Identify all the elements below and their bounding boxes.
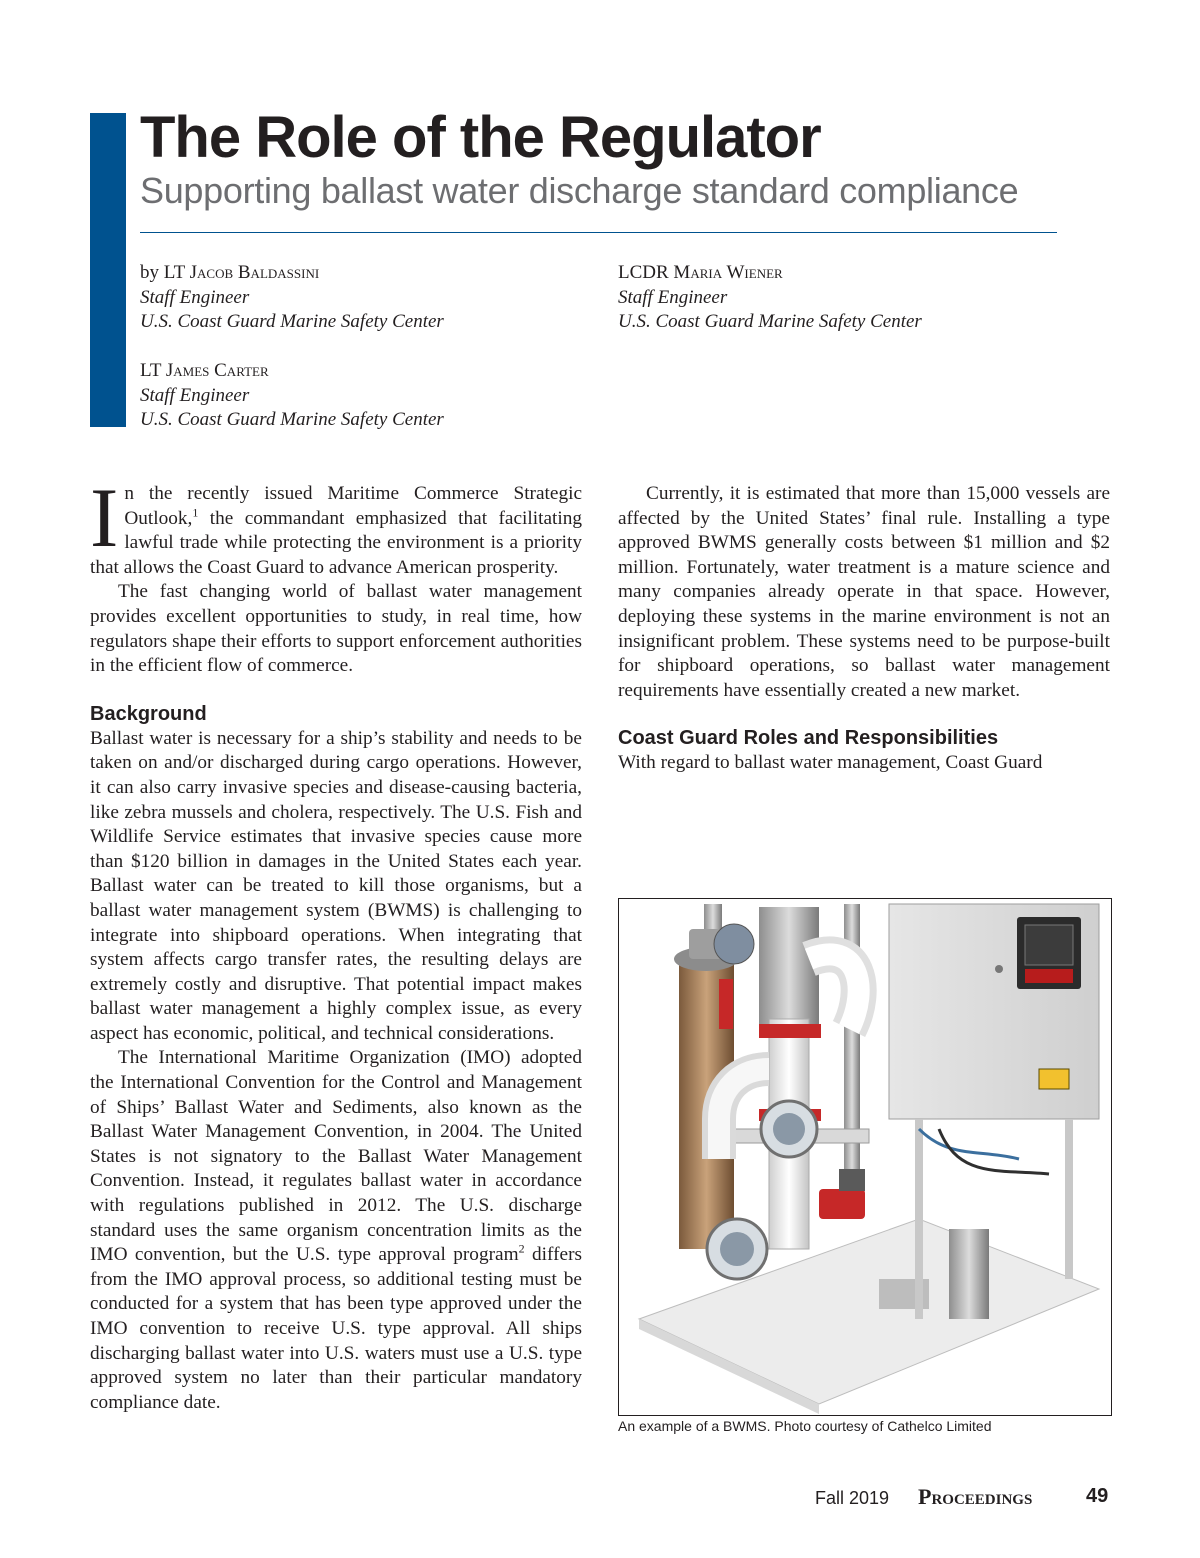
- title-rule: [140, 232, 1057, 233]
- bwms-photo: [618, 898, 1112, 1416]
- intro-paragraph: [90, 471, 582, 580]
- background-heading: Background: [90, 702, 207, 725]
- intro-paragraph-2: The fast changing world of ballast water management provides excellent opportunities to study, in real time, how regulators shape their efforts to support enforcement authorities in the efficient flow of commerce.: [90, 581, 582, 677]
- author-block-3: [140, 359, 444, 433]
- background-paragraph-3: Currently, it is estimated that more than 15,000 vessels are affected by the United States’ final rule. Installing a type approved BWMS generally costs between $1 million and $2 million. Fortunately, water treatment is a mature science and many companies already operate in that space. However, deploying these systems in the marine environment is not an insignificant problem. These systems need to be purpose-built for shipboard operations, so ballast water management requirements have essentially created a new market.: [618, 483, 1110, 701]
- drop-cap: I: [90, 471, 119, 565]
- footnote-ref-2: 2: [518, 1241, 525, 1256]
- intro-text-a: n the recently issued Maritime Commerce Strategic Outlook,: [124, 483, 582, 529]
- author-name: LCDR Maria Wiener: [618, 262, 783, 283]
- body-column-left: [90, 471, 582, 1415]
- page-number: 49: [1086, 1485, 1109, 1507]
- author-name: LT James Carter: [140, 360, 269, 381]
- bwms-illustration: [619, 899, 1111, 1415]
- background-text-b: differs from the IMO approval process, so additional testing must be conducted for a system that has been type approved under the IMO convention to receive U.S. type approval. All ships discharging ballast water into U.S. waters must use a U.S. type approved system no later than their particular mandatory compliance date.: [90, 1244, 582, 1413]
- author-role: Staff Engineer: [140, 286, 250, 308]
- footer-issue-date: Fall 2019: [815, 1488, 890, 1508]
- background-text-a: The International Maritime Organization (IMO) adopted the International Convention for the Control and Management of Ships’ Ballast Water and Sediments, also known as the Ballast Water Management Convention, in 2004. The United States is not signatory to the Ballast Water Management Convention. Instead, it regulates ballast water in accordance with regulations published in 2012. The U.S. discharge standard uses the same organism concentration limits as the IMO convention, but the U.S. type approval program: [90, 1047, 582, 1266]
- roles-paragraph-1: With regard to ballast water management, Coast Guard: [618, 752, 1043, 774]
- author-block-2: [618, 261, 922, 335]
- body-column-right: [618, 482, 1110, 776]
- article-subtitle: Supporting ballast water discharge standard compliance: [140, 170, 1019, 211]
- author-role: Staff Engineer: [618, 286, 728, 308]
- footer-publication: Proceedings: [918, 1484, 1033, 1509]
- footnote-ref-1: 1: [192, 505, 199, 520]
- author-name: LT Jacob Baldassini: [163, 262, 320, 283]
- author-org: U.S. Coast Guard Marine Safety Center: [140, 409, 444, 430]
- author-prefix: by: [140, 262, 164, 283]
- author-block-1: [140, 261, 444, 335]
- background-paragraph-2: [90, 1046, 582, 1415]
- accent-bar: [90, 113, 126, 427]
- figure-caption: An example of a BWMS. Photo courtesy of Cathelco Limited: [618, 1418, 992, 1434]
- background-paragraph-1: Ballast water is necessary for a ship’s stability and needs to be taken on and/or discharged during cargo operations. However, it can also carry invasive species and disease-causing bacteria, like zebra mussels and cholera, respectively. The U.S. Fish and Wildlife Service estimates that invasive species cause more than $120 billion in damages in the United States each year. Ballast water can be treated to kill those organisms, but a ballast water management system (BWMS) is challenging to integrate into shipboard operations. When integrating that system affects cargo transfer rates, the resulting delays are extremely costly and disruptive. That potential impact makes ballast water management a highly complex issue, as every aspect has economic, political, and technical considerations.: [90, 727, 582, 1044]
- article-title: The Role of the Regulator: [140, 105, 821, 170]
- author-role: Staff Engineer: [140, 384, 250, 406]
- author-org: U.S. Coast Guard Marine Safety Center: [140, 311, 444, 332]
- roles-heading: Coast Guard Roles and Responsibilities: [618, 727, 999, 750]
- intro-text-b: the commandant emphasized that facilitating lawful trade while protecting the environment is a priority that allows the Coast Guard to advance American prosperity.: [90, 507, 582, 578]
- author-org: U.S. Coast Guard Marine Safety Center: [618, 311, 922, 332]
